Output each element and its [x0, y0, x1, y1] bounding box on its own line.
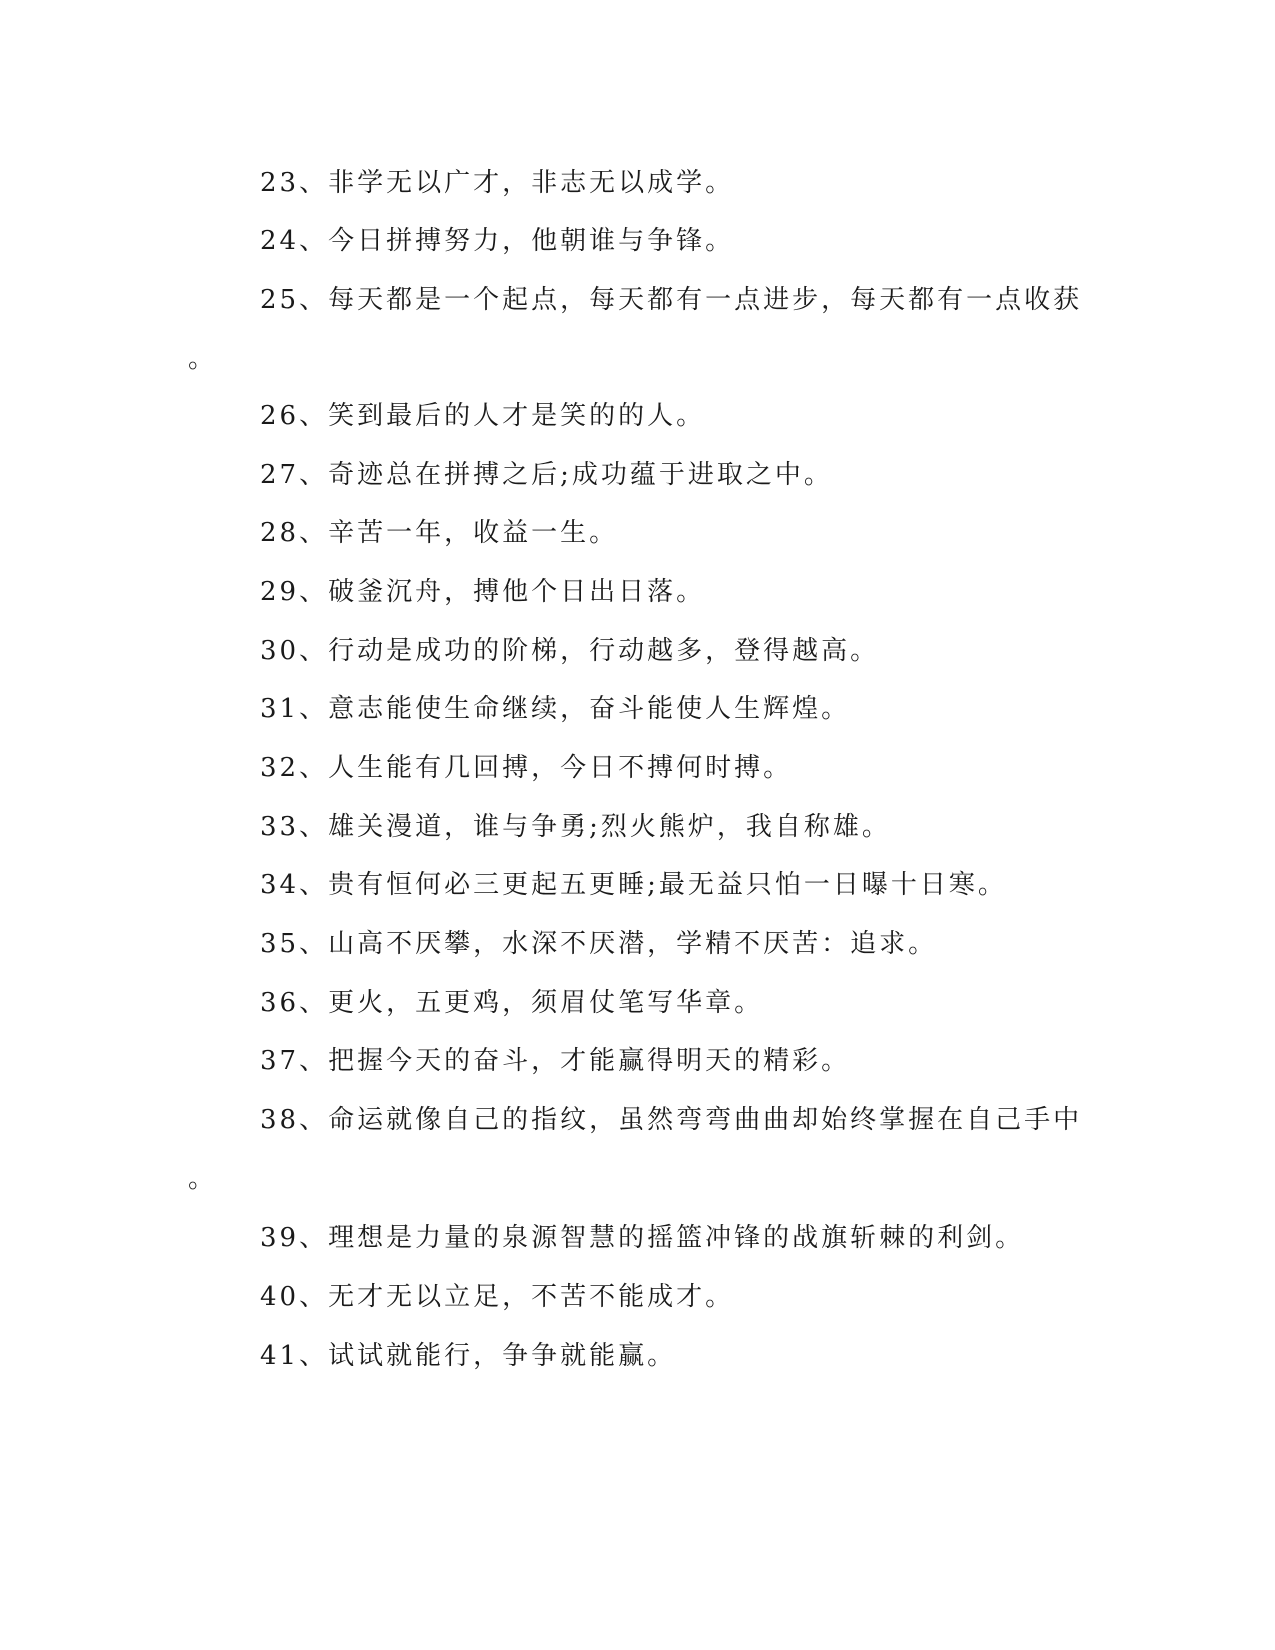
quote-line-29: 29、破釜沉舟，搏他个日出日落。 — [260, 577, 706, 607]
quote-line-30: 30、行动是成功的阶梯，行动越多，登得越高。 — [260, 636, 880, 666]
quote-line-25: 25、每天都是一个起点，每天都有一点进步，每天都有一点收获 — [260, 285, 1083, 315]
quote-line-33: 33、雄关漫道，谁与争勇;烈火熊炉，我自称雄。 — [260, 812, 891, 842]
quote-line-27: 27、奇迹总在拼搏之后;成功蕴于进取之中。 — [260, 460, 833, 490]
quote-line-32: 32、人生能有几回搏，今日不搏何时搏。 — [260, 753, 793, 783]
quote-line-26: 26、笑到最后的人才是笑的的人。 — [260, 401, 706, 431]
quote-line-24: 24、今日拼搏努力，他朝谁与争锋。 — [260, 226, 735, 256]
quote-line-31: 31、意志能使生命继续，奋斗能使人生辉煌。 — [260, 694, 851, 724]
quote-line-39: 39、理想是力量的泉源智慧的摇篮冲锋的战旗斩棘的利剑。 — [260, 1223, 1025, 1253]
quote-line-34: 34、贵有恒何必三更起五更睡;最无益只怕一日曝十日寒。 — [260, 870, 1007, 900]
quote-line-38: 38、命运就像自己的指纹，虽然弯弯曲曲却始终掌握在自己手中 — [260, 1105, 1083, 1135]
quote-line-37: 37、把握今天的奋斗，才能赢得明天的精彩。 — [260, 1046, 851, 1076]
quote-line-40: 40、无才无以立足，不苦不能成才。 — [260, 1282, 735, 1312]
quote-line-36: 36、更火，五更鸡，须眉仗笔写华章。 — [260, 988, 764, 1018]
quote-line-41: 41、试试就能行，争争就能赢。 — [260, 1341, 677, 1371]
quote-line-38-continuation: 。 — [188, 1164, 215, 1194]
quote-line-25-continuation: 。 — [188, 344, 215, 374]
quote-line-23: 23、非学无以广才，非志无以成学。 — [260, 168, 735, 198]
quote-line-35: 35、山高不厌攀，水深不厌潜，学精不厌苦：追求。 — [260, 929, 938, 959]
quote-line-28: 28、辛苦一年，收益一生。 — [260, 518, 619, 548]
